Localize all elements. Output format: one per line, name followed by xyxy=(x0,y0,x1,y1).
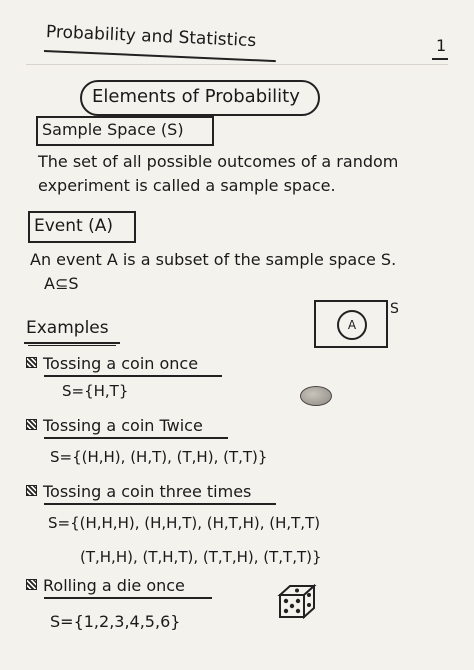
example-3-set-line1: S={(H,H,H), (H,H,T), (H,T,H), (H,T,T) xyxy=(48,514,321,532)
example-4-title xyxy=(26,578,185,594)
example-1-title-text: Tossing a coin once xyxy=(43,354,199,373)
hatched-square-icon xyxy=(26,485,37,496)
title-underline xyxy=(44,50,276,62)
example-4-set: S={1,2,3,4,5,6} xyxy=(50,612,181,631)
hatched-square-icon xyxy=(26,357,37,368)
example-1-title xyxy=(26,356,198,372)
example-3-underline xyxy=(44,503,276,505)
event-label: Event (A) xyxy=(34,216,113,236)
hatched-square-icon xyxy=(26,419,37,430)
sample-space-label: Sample Space (S) xyxy=(42,120,184,139)
sample-space-definition-line1: The set of all possible outcomes of a random xyxy=(38,152,399,171)
venn-diagram xyxy=(314,300,388,348)
example-3-set-line2: (T,H,H), (T,H,T), (T,T,H), (T,T,T)} xyxy=(80,548,322,566)
example-1-set: S={H,T} xyxy=(62,382,129,400)
hatched-square-icon xyxy=(26,579,37,590)
example-2-set: S={(H,H), (H,T), (T,H), (T,T)} xyxy=(50,448,268,466)
example-2-title-text: Tossing a coin Twice xyxy=(43,416,203,435)
example-3-title-text: Tossing a coin three times xyxy=(43,482,252,501)
page-number: 1 xyxy=(436,36,447,55)
example-2-title xyxy=(26,418,203,434)
sample-space-definition-line2: experiment is called a sample space. xyxy=(38,176,336,195)
venn-event-circle: A xyxy=(337,310,367,340)
page-number-underline xyxy=(432,58,448,60)
examples-heading: Examples xyxy=(26,318,109,338)
section-heading: Elements of Probability xyxy=(92,86,300,107)
examples-underline xyxy=(24,342,120,344)
example-4-title-text: Rolling a die once xyxy=(43,576,185,595)
event-definition-line2: A⊆S xyxy=(44,274,79,293)
die-icon xyxy=(276,583,318,619)
examples-underline-second xyxy=(28,345,116,346)
example-2-underline xyxy=(44,437,228,439)
event-definition-line1: An event A is a subset of the sample space S. xyxy=(30,250,397,269)
coin-icon xyxy=(300,386,332,406)
example-4-underline xyxy=(44,597,212,599)
example-3-title xyxy=(26,484,251,500)
venn-sample-space-label: S xyxy=(390,301,399,317)
example-1-underline xyxy=(44,375,222,377)
page-title: Probability and Statistics xyxy=(45,22,257,52)
ruled-line xyxy=(26,64,448,65)
